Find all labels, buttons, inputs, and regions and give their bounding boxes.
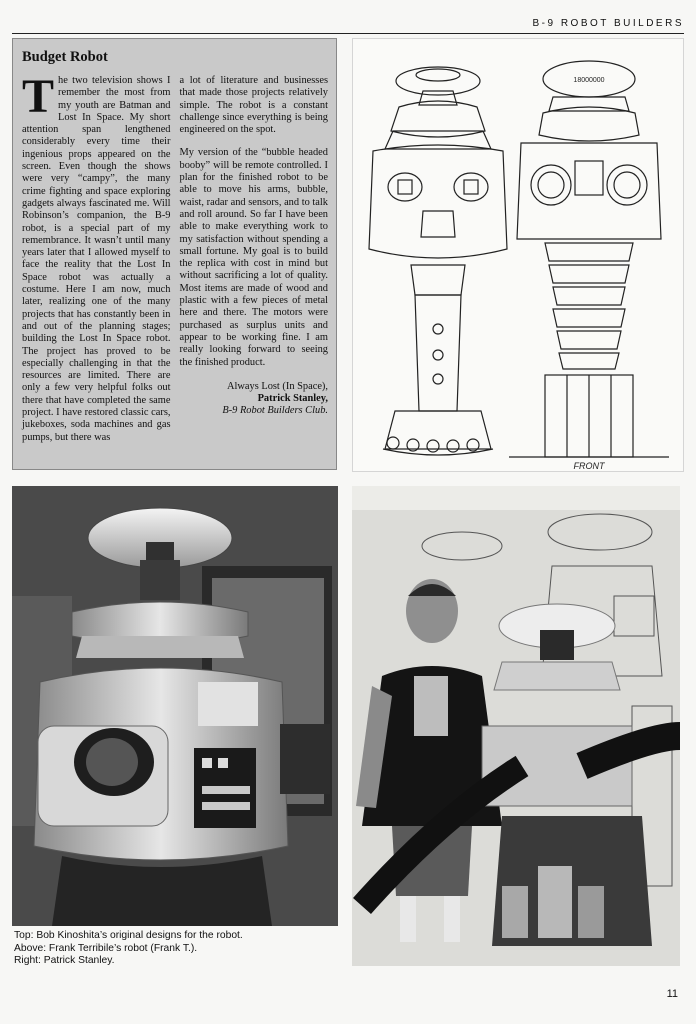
signature-name: Patrick Stanley, <box>257 393 328 405</box>
design-drawings-photo <box>352 38 684 472</box>
header-rule <box>12 33 684 34</box>
drop-cap: T <box>22 70 55 123</box>
signature-club: B-9 Robot Builders Club. <box>222 405 328 417</box>
builder-photo-illustration <box>352 486 680 966</box>
article-title: Budget Robot <box>22 49 108 65</box>
article-paragraph-2: a lot of literature and businesses that made those projects relatively simple. The robot is a constant challenge since everything is being engineered on the spot. <box>179 75 328 136</box>
paragraph-1-text: he two television shows I remember the most from my youth are Batman and Lost In Space. My short attention span lengthened considerably every time their ingenious props appeared on the screen. Even though the shows were very “campy”, the many crime fighting and space exploring gadgets always fascinated me. Will Robinson’s companion, the B-9 robot, is a special part of my remembrance. It wasn’t until many years later that I allowed myself to face the reality that the Lost In Space robot was actually a costume. Here I am now, much later, realizing one of the many projects that has constantly been in and out of the planning stages; building the Lost In Space robot. The project has proved to be especially challenging in that the resources are limited. There are only a few very helpful folks out there that have completed the same project. I have restored classic cars, jukeboxes, soda machines and gas pumps, but there was <box>22 75 171 443</box>
article-paragraph-1 <box>22 70 171 444</box>
robot-design-drawings <box>353 39 684 472</box>
running-header: B-9 ROBOT BUILDERS <box>532 18 684 29</box>
dial-label: 18000000 <box>573 77 605 84</box>
robot-photo-illustration <box>12 486 338 926</box>
patrick-stanley-photo <box>352 486 680 966</box>
signature-line-1: Always Lost (In Space), <box>227 380 328 392</box>
photo-captions <box>14 930 243 968</box>
article-column-2 <box>180 75 329 444</box>
frank-robot-photo <box>12 486 338 926</box>
caption-line-1: Top: Bob Kinoshita’s original designs for the robot. <box>14 930 243 941</box>
article-box <box>12 38 337 470</box>
caption-line-3: Right: Patrick Stanley. <box>14 955 115 966</box>
page-number: 11 <box>666 988 678 1000</box>
caption-line-2: Above: Frank Terribile’s robot (Frank T.). <box>14 942 198 954</box>
article-column-1 <box>22 70 171 444</box>
article-columns <box>22 70 328 444</box>
signature <box>180 381 329 418</box>
article-paragraph-3: My version of the “bubble headed booby” will be remote controlled. I plan for the finished robot to be able to move his arms, bubble, waist, radar and sensors, and to talk and roll around. So far I have been able to make everything work to my satisfaction without spending a small fortune. My goal is to build the replica with cost in mind but without sacrificing a lot of quality. Most items are made of wood and plastic with a few pieces of metal here and there. The motors were purchased as surplus units and appear to be working fine. I am really looking forward to seeing the finished product. <box>179 147 328 368</box>
front-label: FRONT <box>573 461 605 471</box>
